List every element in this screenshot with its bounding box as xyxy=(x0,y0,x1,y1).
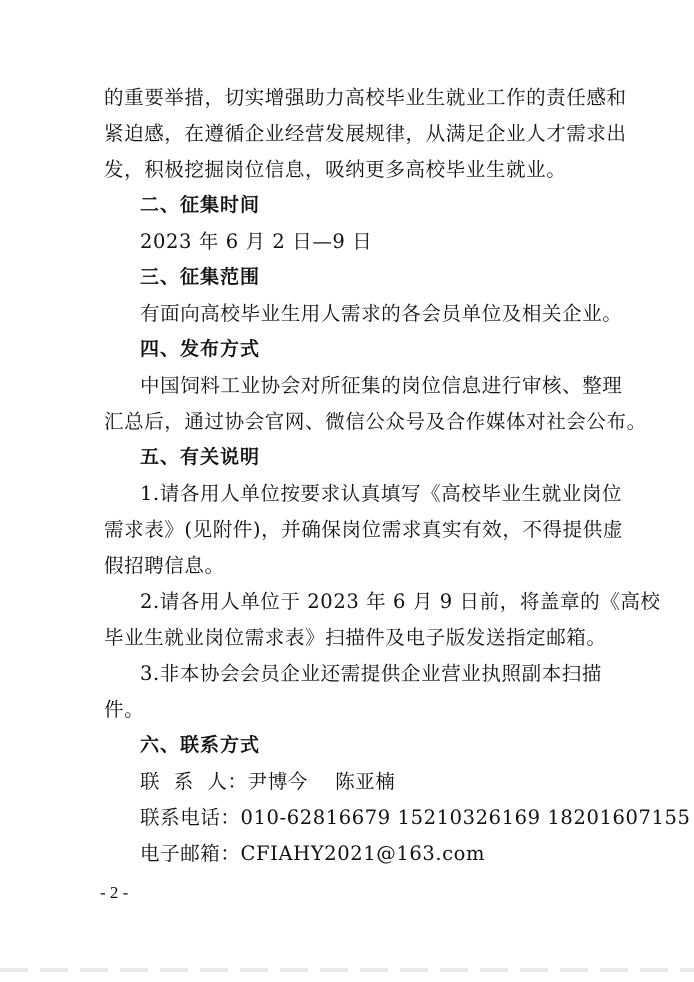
paragraph-line: 中国饲料工业协会对所征集的岗位信息进行审核、整理 xyxy=(140,374,623,397)
section-heading-collection-scope: 三、征集范围 xyxy=(140,266,261,288)
paragraph-line: 有面向高校毕业生用人需求的各会员单位及相关企业。 xyxy=(140,302,623,325)
paragraph-line: 假招聘信息。 xyxy=(104,554,225,577)
paragraph-line: 1.请各用人单位按要求认真填写《高校毕业生就业岗位 xyxy=(140,482,623,505)
section-heading-collection-time: 二、征集时间 xyxy=(140,194,261,216)
scan-edge-artifact xyxy=(0,968,694,972)
section-heading-contact: 六、联系方式 xyxy=(140,734,261,756)
paragraph-line: 的重要举措，切实增强助力高校毕业生就业工作的责任感和 xyxy=(104,86,627,109)
paragraph-line: 2.请各用人单位于 2023 年 6 月 9 日前，将盖章的《高校 xyxy=(140,590,661,613)
contact-person: 联 系 人：尹博今 陈亚楠 xyxy=(140,770,396,793)
paragraph-line: 件。 xyxy=(104,698,145,721)
paragraph-line: 毕业生就业岗位需求表》扫描件及电子版发送指定邮箱。 xyxy=(104,626,607,649)
paragraph-line: 2023 年 6 月 2 日—9 日 xyxy=(140,230,373,253)
section-heading-publish-method: 四、发布方式 xyxy=(140,338,261,360)
section-heading-notes: 五、有关说明 xyxy=(140,446,261,468)
paragraph-line: 汇总后，通过协会官网、微信公众号及合作媒体对社会公布。 xyxy=(104,410,647,433)
paragraph-line: 发，积极挖掘岗位信息，吸纳更多高校毕业生就业。 xyxy=(104,158,567,181)
paragraph-line: 需求表》(见附件)，并确保岗位需求真实有效，不得提供虚 xyxy=(104,518,623,541)
page-number: - 2 - xyxy=(100,883,129,902)
contact-email: 电子邮箱：CFIAHY2021@163.com xyxy=(140,842,486,865)
contact-phone: 联系电话：010-62816679 15210326169 18201607155 xyxy=(140,806,691,829)
paragraph-line: 3.非本协会会员企业还需提供企业营业执照副本扫描 xyxy=(140,662,603,685)
paragraph-line: 紧迫感，在遵循企业经营发展规律，从满足企业人才需求出 xyxy=(104,122,627,145)
